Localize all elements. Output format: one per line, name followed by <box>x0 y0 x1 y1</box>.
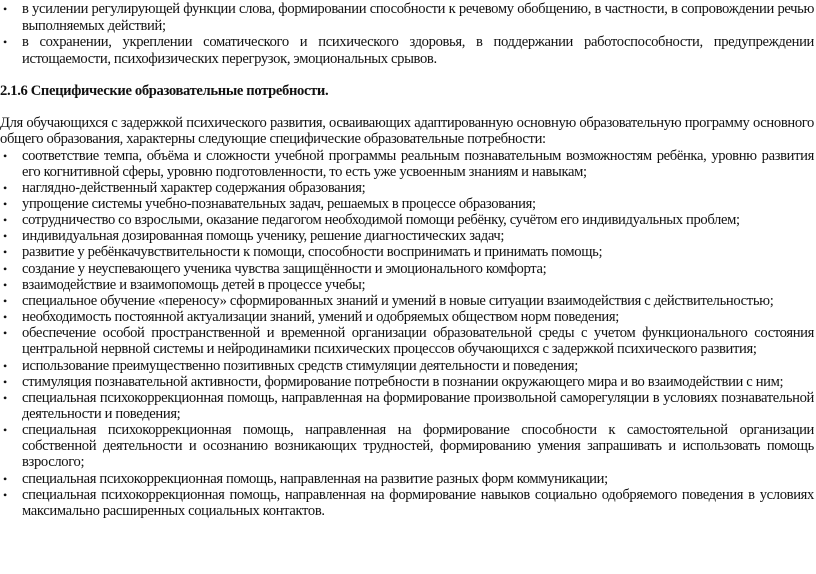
list-item <box>0 1 814 34</box>
bullet-icon: • <box>3 390 7 405</box>
list-item <box>0 212 814 228</box>
bullet-icon: • <box>3 35 7 49</box>
list-item-text: в сохранении, укреплении соматического и психического здоровья, в поддержании работоспособности, предупреждении истощаемости, психофизических перегрузок, эмоциональных срывов. <box>22 34 814 67</box>
bullet-icon: • <box>3 358 7 373</box>
list-item-text: сотрудничество со взрослыми, оказание педагогом необходимой помощи ребёнку, сучётом его индивидуальных проблем; <box>22 212 740 229</box>
bullet-icon: • <box>3 213 7 228</box>
intro-paragraph: Для обучающихся с задержкой психического развития, осваивающих адаптированную основную образовательную программу основного общего образования, характерны следующие специфические образовательные потребности: <box>0 115 814 148</box>
list-item-text: в усилении регулирующей функции слова, формировании способности к речевому обобщению, в частности, в сопровождении речью выполняемых действий; <box>22 1 814 34</box>
list-item <box>0 325 814 357</box>
list-item-text: упрощение системы учебно-познавательных задач, решаемых в процессе образования; <box>22 195 536 212</box>
list-item-text: специальная психокоррекционная помощь, направленная на формирование способности к самостоятельной организации собственной деятельности и осознанию возникающих трудностей, формированию умения запрашивать и использовать помощь взрослого; <box>22 422 814 471</box>
list-item-text: специальное обучение «переносу» сформированных знаний и умений в новые ситуации взаимодействия с действительностью; <box>22 292 774 309</box>
list-item <box>0 390 814 422</box>
list-item-text: специальная психокоррекционная помощь, направленная на формирование навыков социально одобряемого поведения в условиях максимально расширенных социальных контактов. <box>22 486 814 519</box>
list-item <box>0 309 814 325</box>
bullet-icon: • <box>3 277 7 292</box>
bullet-icon: • <box>3 293 7 308</box>
list-item <box>0 228 814 244</box>
list-item <box>0 261 814 277</box>
list-item <box>0 422 814 470</box>
list-item <box>0 180 814 196</box>
bullet-icon: • <box>3 423 7 438</box>
bullet-icon: • <box>3 471 7 486</box>
bullet-icon: • <box>3 148 7 163</box>
bullet-icon: • <box>3 326 7 341</box>
list-item <box>0 487 814 519</box>
bullet-icon: • <box>3 310 7 325</box>
list-item-text: стимуляция познавательной активности, формирование потребности в познании окружающего мира и во взаимодействии с ним; <box>22 373 784 390</box>
bullet-icon: • <box>3 487 7 502</box>
bullet-icon: • <box>3 374 7 389</box>
bullet-icon: • <box>3 2 7 16</box>
top-bullet-list <box>0 0 814 67</box>
list-item <box>0 374 814 390</box>
list-item <box>0 293 814 309</box>
list-item-text: индивидуальная дозированная помощь ученику, решение диагностических задач; <box>22 228 505 245</box>
bullet-icon: • <box>3 196 7 211</box>
list-item-text: наглядно-действенный характер содержания образования; <box>22 179 366 196</box>
list-item-text: необходимость постоянной актуализации знаний, умений и одобряемых обществом норм поведения; <box>22 309 619 326</box>
list-item <box>0 148 814 180</box>
list-item <box>0 244 814 260</box>
list-item-text: создание у неуспевающего ученика чувства защищённости и эмоционального комфорта; <box>22 260 547 277</box>
list-item <box>0 34 814 67</box>
bullet-icon: • <box>3 180 7 195</box>
list-item-text: обеспечение особой пространственной и временной организации образовательной среды с учетом функционального состояния центральной нервной системы и нейродинамики психических процессов обучающихся с задержкой психического развития; <box>22 325 814 358</box>
list-item <box>0 277 814 293</box>
bullet-icon: • <box>3 229 7 244</box>
list-item <box>0 471 814 487</box>
list-item <box>0 196 814 212</box>
needs-bullet-list <box>0 148 814 520</box>
list-item-text: специальная психокоррекционная помощь, направленная на формирование произвольной саморегуляции в условиях познавательной деятельности и поведения; <box>22 389 814 423</box>
bullet-icon: • <box>3 261 7 276</box>
bullet-icon: • <box>3 245 7 260</box>
list-item-text: взаимодействие и взаимопомощь детей в процессе учебы; <box>22 276 366 293</box>
list-item-text: использование преимущественно позитивных средств стимуляции деятельности и поведения; <box>22 357 578 374</box>
list-item-text: развитие у ребёнкачувствительности к помощи, способности воспринимать и принимать помощь; <box>22 244 603 261</box>
list-item-text: соответствие темпа, объёма и сложности учебной программы реальным познавательным возможностям ребёнка, уровню развития его когнитивной сферы, уровню подготовленности, то есть уже усвоенным знаниям и навыкам; <box>22 147 814 180</box>
list-item-text: специальная психокоррекционная помощь, направленная на развитие разных форм коммуникации; <box>22 470 608 487</box>
list-item <box>0 358 814 374</box>
section-heading: 2.1.6 Специфические образовательные потребности. <box>0 83 329 99</box>
